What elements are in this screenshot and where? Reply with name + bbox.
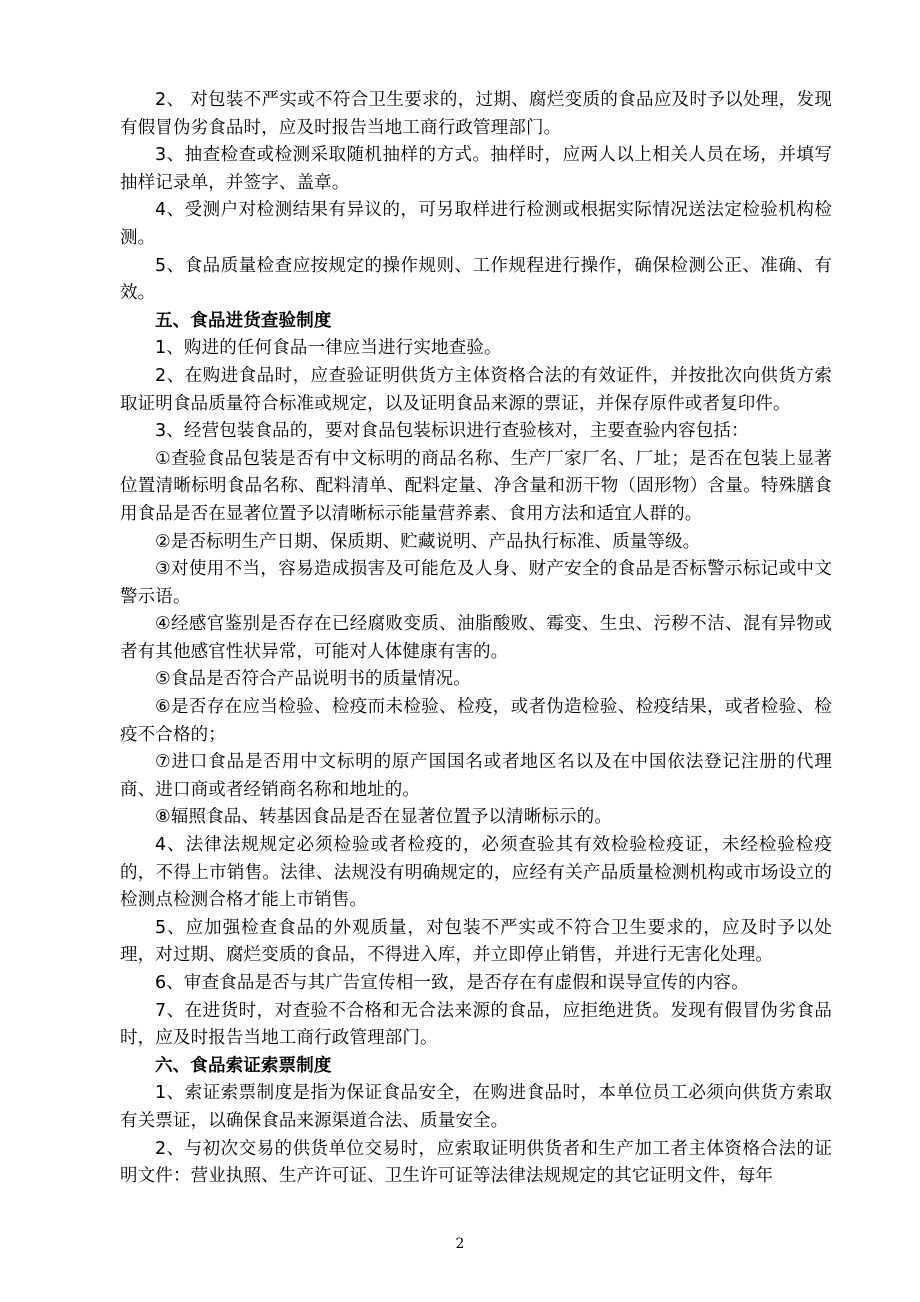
paragraph: 1、索证索票制度是指为保证食品安全，在购进食品时，本单位员工必须向供货方索取有关票证，以确保食品来源渠道合法、质量安全。: [120, 1083, 832, 1131]
paragraph: 7、在进货时，对查验不合格和无合法来源的食品，应拒绝进货。发现有假冒伪劣食品时，应及时报告当地工商行政管理部门。: [120, 1000, 832, 1049]
paragraph: ③对使用不当，容易造成损害及可能危及人身、财产安全的食品是否标警示标记或中文警示语。: [120, 559, 832, 607]
paragraph: ④经感官鉴别是否存在已经腐败变质、油脂酸败、霉变、生虫、污秽不洁、混有异物或者有其他感官性状异常，可能对人体健康有害的。: [120, 614, 832, 662]
paragraph: 2、与初次交易的供货单位交易时，应索取证明供货者和生产加工者主体资格合法的证明文件：营业执照、生产许可证、卫生许可证等法律法规规定的其它证明文件，每年: [120, 1138, 832, 1187]
paragraph: 6、审查食品是否与其广告宣传相一致，是否存在有虚假和误导宣传的内容。: [155, 973, 749, 993]
paragraph: ⑤食品是否符合产品说明书的质量情况。: [155, 669, 471, 690]
page-number: 2: [455, 1236, 465, 1252]
paragraph: 3、抽查检查或检测采取随机抽样的方式。抽样时，应两人以上相关人员在场，并填写抽样记录单，并签字、盖章。: [120, 145, 832, 193]
paragraph: 2、在购进食品时，应查验证明供货方主体资格合法的有效证件，并按批次向供货方索取证明食品质量符合标准或规定，以及证明食品来源的票证，并保存原件或者复印件。: [120, 365, 832, 414]
paragraph: 1、购进的任何食品一律应当进行实地查验。: [155, 338, 502, 359]
paragraph: ⑥是否存在应当检验、检疫而未检验、检疫，或者伪造检验、检疫结果，或者检验、检疫不合格的；: [120, 697, 832, 745]
paragraph: 3、经营包装食品的，要对食品包装标识进行查验核对，主要查验内容包括：: [155, 421, 749, 442]
paragraph: 5、应加强检查食品的外观质量，对包装不严实或不符合卫生要求的，应及时予以处理，对过期、腐烂变质的食品，不得进入库，并立即停止销售，并进行无害化处理。: [120, 917, 832, 966]
paragraph: ②是否标明生产日期、保质期、贮藏说明、产品执行标准、质量等级。: [155, 531, 701, 552]
paragraph: 5、食品质量检查应按规定的操作规则、工作规程进行操作，确保检测公正、准确、有效。: [120, 255, 832, 304]
paragraph: 4、受测户对检测结果有异议的，可另取样进行检测或根据实际情况送法定检验机构检测。: [120, 200, 832, 248]
paragraph: ⑧辐照食品、转基因食品是否在显著位置予以清晰标示的。: [155, 807, 613, 828]
paragraph: 4、法律法规规定必须检验或者检疫的，必须查验其有效检验检疫证，未经检验检疫的，不得上市销售。法律、法规没有明确规定的，应经有关产品质量检测机构或市场设立的检测点检测合格才能上市销售。: [120, 835, 832, 911]
paragraph: 2、 对包装不严实或不符合卫生要求的，过期、腐烂变质的食品应及时予以处理，发现有假冒伪劣食品时，应及时报告当地工商行政管理部门。: [120, 90, 832, 138]
paragraph: ⑦进口食品是否用中文标明的原产国国名或者地区名以及在中国依法登记注册的代理商、进口商或者经销商名称和地址的。: [120, 752, 832, 800]
section-heading: 六、食品索证索票制度: [155, 1055, 332, 1076]
body-text: [120, 87, 832, 1191]
section-heading: 五、食品进货查验制度: [155, 310, 332, 331]
paragraph: ①查验食品包装是否有中文标明的商品名称、生产厂家厂名、厂址；是否在包装上显著位置清晰标明食品名称、配料清单、配料定量、净含量和沥干物（固形物）含量。特殊膳食用食品是否在显著位置予以清晰标示能量营养素、食用方法和适宜人群的。: [120, 448, 832, 524]
